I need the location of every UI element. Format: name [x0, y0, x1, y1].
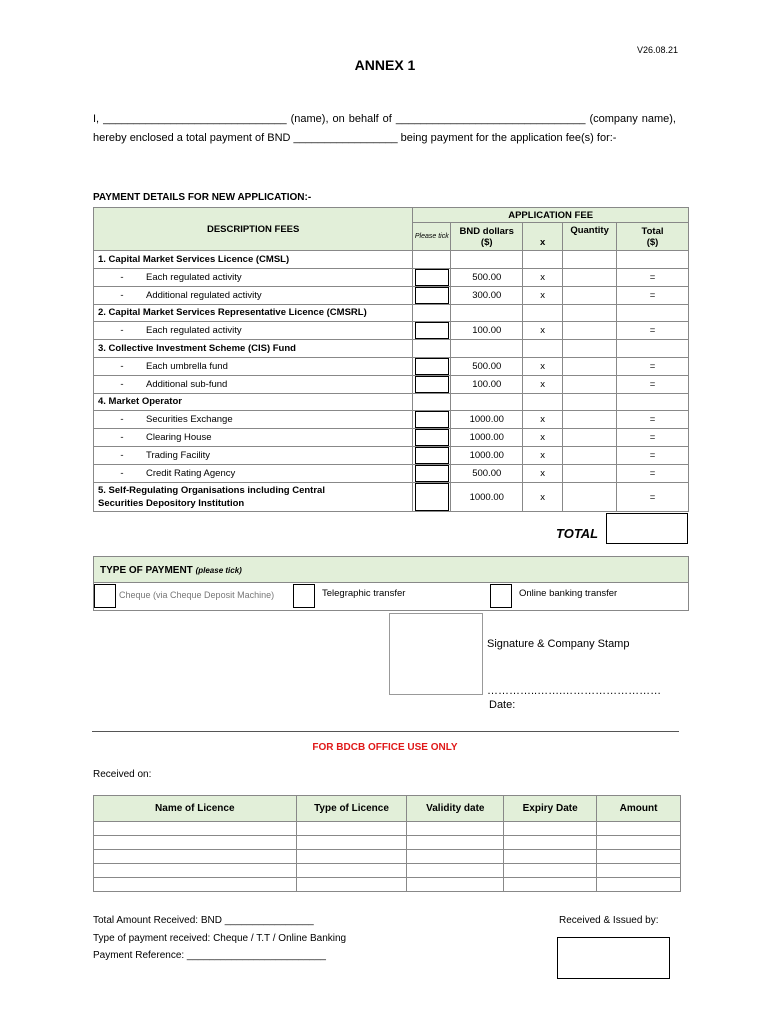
- licence-row: [94, 878, 681, 892]
- licence-cell[interactable]: [504, 850, 597, 864]
- fee-item-label: Trading Facility: [146, 450, 211, 461]
- validity-date-header: Validity date: [407, 796, 504, 822]
- licence-type-header: Type of Licence: [296, 796, 407, 822]
- fee-description-cell: [94, 375, 413, 393]
- payment-type-header: [94, 557, 688, 583]
- fee-description-cell: [94, 429, 413, 447]
- licence-cell[interactable]: [94, 850, 297, 864]
- type-of-payment-received: Type of payment received: Cheque / T.T / Online Banking: [93, 933, 347, 944]
- sro-description-cell: [94, 483, 413, 512]
- empty-cell: [563, 340, 617, 358]
- licence-row: [94, 850, 681, 864]
- fee-amount: 500.00: [451, 465, 523, 483]
- quantity-cell[interactable]: [563, 447, 617, 465]
- section-heading-cell: 3. Collective Investment Scheme (CIS) Fund: [94, 340, 413, 358]
- signature-line: …………..…….………………………: [487, 685, 662, 697]
- fee-item-label: Clearing House: [146, 432, 212, 443]
- payment-options-row: [94, 583, 688, 610]
- total-amount-received: Total Amount Received: BND ________________: [93, 915, 314, 926]
- fee-item-label: Each umbrella fund: [146, 360, 228, 372]
- licence-cell[interactable]: [296, 836, 407, 850]
- equals-sign: =: [617, 411, 689, 429]
- x-header: x: [523, 223, 563, 251]
- sro-row: [94, 483, 689, 512]
- licence-cell[interactable]: [94, 878, 297, 892]
- licence-cell[interactable]: [504, 836, 597, 850]
- fee-amount: 1000.00: [451, 429, 523, 447]
- signature-date-label: Date:: [489, 699, 516, 711]
- section-heading-cell: 1. Capital Market Services Licence (CMSL): [94, 251, 413, 269]
- bullet-dash: -: [120, 360, 124, 372]
- total-header: [617, 223, 689, 251]
- expiry-date-header: Expiry Date: [504, 796, 597, 822]
- equals-sign: =: [617, 357, 689, 375]
- bnd-unit-label: ($): [480, 236, 493, 248]
- licence-cell[interactable]: [597, 822, 681, 836]
- quantity-cell[interactable]: [563, 411, 617, 429]
- equals-sign: =: [617, 322, 689, 340]
- quantity-header: Quantity: [563, 223, 617, 251]
- fee-amount: 1000.00: [451, 483, 523, 512]
- equals-sign: =: [617, 447, 689, 465]
- empty-cell: [563, 304, 617, 322]
- licence-cell[interactable]: [407, 864, 504, 878]
- licence-cell[interactable]: [296, 878, 407, 892]
- cheque-checkbox[interactable]: [94, 584, 116, 608]
- tick-cell: [413, 375, 451, 393]
- multiply-sign: x: [523, 375, 563, 393]
- multiply-sign: x: [523, 447, 563, 465]
- tick-cell: [413, 322, 451, 340]
- amount-header: Amount: [597, 796, 681, 822]
- empty-cell: [523, 340, 563, 358]
- empty-cell: [451, 393, 523, 411]
- empty-cell: [413, 393, 451, 411]
- empty-cell: [617, 340, 689, 358]
- section-row: [94, 393, 689, 411]
- office-use-heading: FOR BDCB OFFICE USE ONLY: [312, 742, 458, 753]
- issuer-signature-box[interactable]: [557, 937, 670, 979]
- empty-cell: [617, 304, 689, 322]
- fee-row: [94, 322, 689, 340]
- quantity-cell[interactable]: [563, 465, 617, 483]
- multiply-sign: x: [523, 322, 563, 340]
- equals-sign: =: [617, 465, 689, 483]
- fee-amount: 1000.00: [451, 411, 523, 429]
- licence-cell[interactable]: [597, 850, 681, 864]
- tick-cell: [413, 447, 451, 465]
- total-label: Total: [641, 225, 664, 237]
- page-title: ANNEX 1: [354, 57, 416, 73]
- fee-item-label: Securities Exchange: [146, 414, 233, 425]
- multiply-sign: x: [523, 411, 563, 429]
- fee-description-cell: [94, 322, 413, 340]
- telegraphic-checkbox[interactable]: [293, 584, 315, 608]
- bullet-dash: -: [120, 378, 124, 390]
- tick-cell: [413, 429, 451, 447]
- tick-checkbox[interactable]: [415, 429, 449, 446]
- online-banking-option-label: Online banking transfer: [519, 588, 618, 599]
- empty-cell: [523, 393, 563, 411]
- tick-cell: [413, 483, 451, 512]
- licence-table: [93, 795, 681, 892]
- licence-cell[interactable]: [504, 822, 597, 836]
- tick-checkbox[interactable]: [415, 483, 449, 511]
- quantity-cell[interactable]: [563, 357, 617, 375]
- equals-sign: =: [617, 268, 689, 286]
- licence-cell[interactable]: [407, 836, 504, 850]
- licence-row: [94, 836, 681, 850]
- fee-item-label: Each regulated activity: [146, 325, 242, 336]
- tick-cell: [413, 411, 451, 429]
- fee-row: [94, 411, 689, 429]
- section-row: [94, 251, 689, 269]
- empty-cell: [451, 304, 523, 322]
- fee-description-cell: [94, 286, 413, 304]
- total-unit-label: ($): [646, 236, 659, 248]
- tick-checkbox[interactable]: [415, 447, 449, 464]
- company-stamp-box[interactable]: [389, 613, 483, 695]
- empty-cell: [617, 393, 689, 411]
- declaration-text: I, ______________________________ (name), on behalf of _______________________________ (company name), hereby enclosed a total payment of BND _________________ being payment for the application fee(s) for:-: [93, 113, 676, 144]
- fee-row: [94, 286, 689, 304]
- section-heading-cell: 4. Market Operator: [94, 393, 413, 411]
- fee-description-cell: [94, 268, 413, 286]
- empty-cell: [451, 251, 523, 269]
- quantity-cell[interactable]: [563, 322, 617, 340]
- tick-checkbox[interactable]: [415, 465, 449, 482]
- fee-description-cell: [94, 465, 413, 483]
- fee-item-label: Additional sub-fund: [146, 378, 228, 390]
- please-tick-label: Please tick: [414, 232, 449, 240]
- sro-line-2: Securities Depository Institution: [98, 498, 245, 509]
- tick-cell: [413, 268, 451, 286]
- online-banking-checkbox[interactable]: [490, 584, 512, 608]
- version-code: V26.08.21: [636, 45, 678, 55]
- fee-amount: 1000.00: [451, 447, 523, 465]
- fee-description-cell: [94, 411, 413, 429]
- fee-row: [94, 465, 689, 483]
- empty-cell: [451, 340, 523, 358]
- licence-cell[interactable]: [504, 864, 597, 878]
- licence-cell[interactable]: [296, 850, 407, 864]
- tick-checkbox[interactable]: [415, 287, 449, 304]
- tick-cell: [413, 286, 451, 304]
- telegraphic-option-label: Telegraphic transfer: [322, 588, 406, 599]
- multiply-sign: x: [523, 429, 563, 447]
- multiply-sign: x: [523, 465, 563, 483]
- equals-sign: =: [617, 375, 689, 393]
- fee-amount: 100.00: [451, 375, 523, 393]
- licence-cell[interactable]: [597, 836, 681, 850]
- licence-cell[interactable]: [94, 864, 297, 878]
- fee-amount: 500.00: [451, 357, 523, 375]
- licence-row: [94, 822, 681, 836]
- section-row: [94, 340, 689, 358]
- bullet-dash: -: [120, 325, 124, 336]
- sro-line-1: 5. Self-Regulating Organisations including Central: [98, 485, 325, 496]
- tick-checkbox[interactable]: [415, 358, 449, 375]
- multiply-sign: x: [523, 357, 563, 375]
- empty-cell: [413, 251, 451, 269]
- fee-row: [94, 268, 689, 286]
- bullet-dash: -: [120, 432, 124, 443]
- equals-sign: =: [617, 286, 689, 304]
- payment-reference: Payment Reference: _________________________: [93, 950, 326, 961]
- tick-cell: [413, 465, 451, 483]
- fee-item-label: Each regulated activity: [146, 271, 242, 283]
- licence-row: [94, 864, 681, 878]
- fee-amount: 500.00: [451, 268, 523, 286]
- bullet-dash: -: [120, 414, 124, 425]
- equals-sign: =: [617, 429, 689, 447]
- section-row: [94, 304, 689, 322]
- bullet-dash: -: [120, 450, 124, 461]
- licence-cell[interactable]: [407, 850, 504, 864]
- licence-cell[interactable]: [296, 864, 407, 878]
- received-issued-by-label: Received & Issued by:: [559, 915, 659, 926]
- empty-cell: [523, 251, 563, 269]
- received-on-label: Received on:: [93, 769, 152, 780]
- section-heading-cell: 2. Capital Market Services Representative Licence (CMSRL): [94, 304, 413, 322]
- fee-row: [94, 357, 689, 375]
- description-header: DESCRIPTION FEES: [94, 208, 413, 251]
- fee-item-label: Credit Rating Agency: [146, 468, 236, 479]
- quantity-cell[interactable]: [563, 375, 617, 393]
- signature-label: Signature & Company Stamp: [487, 638, 630, 650]
- fee-amount: 300.00: [451, 286, 523, 304]
- bnd-dollars-header: [451, 223, 523, 251]
- fee-item-label: Additional regulated activity: [146, 289, 262, 301]
- fee-description-cell: [94, 447, 413, 465]
- equals-sign: =: [617, 483, 689, 512]
- quantity-cell[interactable]: [563, 483, 617, 512]
- empty-cell: [413, 304, 451, 322]
- divider: [92, 731, 679, 732]
- multiply-sign: x: [523, 286, 563, 304]
- quantity-cell[interactable]: [563, 286, 617, 304]
- fee-row: [94, 447, 689, 465]
- quantity-cell[interactable]: [563, 268, 617, 286]
- licence-name-header: Name of Licence: [94, 796, 297, 822]
- empty-cell: [563, 393, 617, 411]
- licence-cell[interactable]: [94, 836, 297, 850]
- licence-cell[interactable]: [296, 822, 407, 836]
- tick-checkbox[interactable]: [415, 411, 449, 428]
- fee-amount: 100.00: [451, 322, 523, 340]
- fee-description-cell: [94, 357, 413, 375]
- tick-cell: [413, 357, 451, 375]
- payment-type-title: TYPE OF PAYMENT: [100, 565, 193, 576]
- bullet-dash: -: [120, 468, 124, 479]
- licence-cell[interactable]: [94, 822, 297, 836]
- payment-type-note: (please tick): [195, 566, 242, 575]
- total-amount-box[interactable]: [606, 513, 688, 544]
- licence-cell[interactable]: [407, 822, 504, 836]
- total-label-text: TOTAL: [556, 526, 599, 541]
- multiply-sign: x: [523, 268, 563, 286]
- licence-cell[interactable]: [407, 878, 504, 892]
- fees-table: [93, 207, 689, 512]
- multiply-sign: x: [523, 483, 563, 512]
- empty-cell: [523, 304, 563, 322]
- licence-cell[interactable]: [597, 878, 681, 892]
- application-fee-header: APPLICATION FEE: [413, 208, 689, 223]
- fee-row: [94, 429, 689, 447]
- cheque-option-label: Cheque (via Cheque Deposit Machine): [119, 590, 275, 600]
- licence-cell[interactable]: [504, 878, 597, 892]
- tick-checkbox[interactable]: [415, 269, 449, 286]
- payment-type-section: [93, 556, 689, 611]
- tick-checkbox[interactable]: [415, 322, 449, 339]
- quantity-cell[interactable]: [563, 429, 617, 447]
- fee-row: [94, 375, 689, 393]
- please-tick-header: [413, 223, 451, 251]
- empty-cell: [617, 251, 689, 269]
- licence-cell[interactable]: [597, 864, 681, 878]
- empty-cell: [413, 340, 451, 358]
- bnd-dollars-label: BND dollars: [459, 225, 514, 237]
- bullet-dash: -: [120, 271, 124, 283]
- bullet-dash: -: [120, 289, 124, 301]
- section-heading: PAYMENT DETAILS FOR NEW APPLICATION:-: [93, 192, 312, 203]
- tick-checkbox[interactable]: [415, 376, 449, 393]
- empty-cell: [563, 251, 617, 269]
